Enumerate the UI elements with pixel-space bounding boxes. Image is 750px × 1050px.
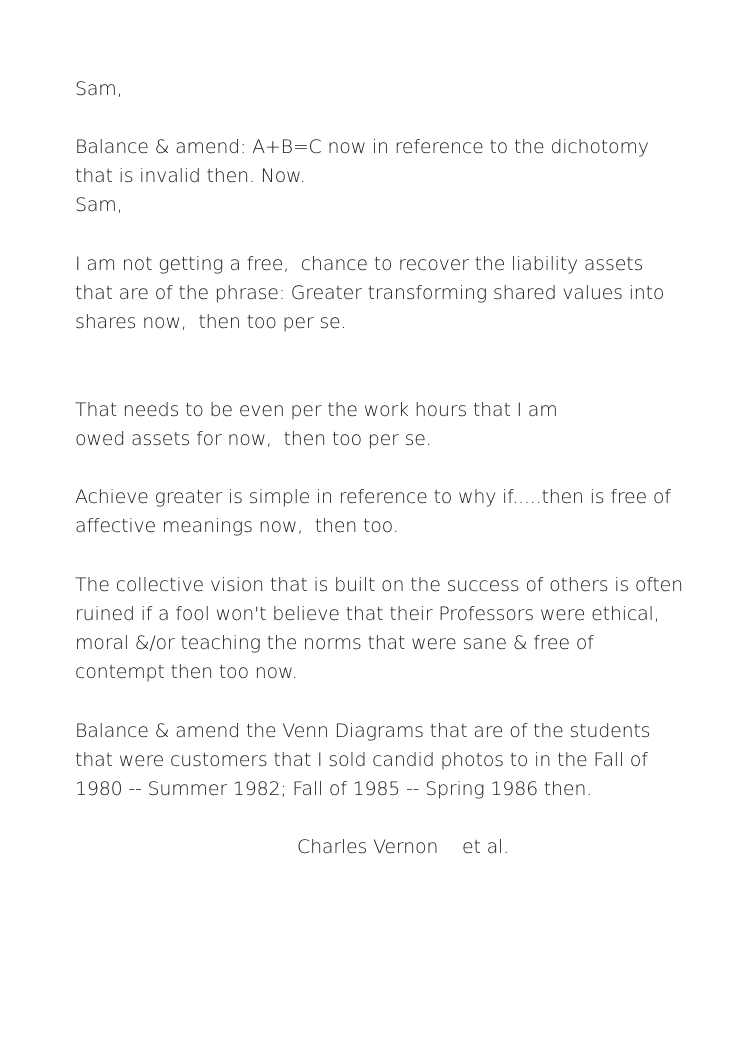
salutation: Sam, — [75, 194, 123, 216]
body-line: owed assets for now, then too per se. — [75, 428, 432, 450]
signature-suffix: et al. — [462, 836, 509, 858]
body-line: shares now, then too per se. — [75, 311, 347, 333]
body-line: Balance & amend the Venn Diagrams that are of the students — [75, 720, 651, 742]
body-line: The collective vision that is built on the success of others is often — [75, 574, 684, 596]
body-line: that is invalid then. Now. — [75, 165, 306, 187]
body-line: contempt then too now. — [75, 661, 298, 683]
body-line: I am not getting a free, chance to recover the liability assets — [75, 253, 644, 275]
body-line: Balance & amend: A+B=C now in reference to the dichotomy — [75, 136, 649, 158]
body-line: 1980 -- Summer 1982; Fall of 1985 -- Spring 1986 then. — [75, 778, 593, 800]
body-line: that are of the phrase: Greater transforming shared values into — [75, 282, 665, 304]
body-line: Achieve greater is simple in reference to why if.....then is free of — [75, 486, 671, 508]
body-line: ruined if a fool won't believe that their Professors were ethical, — [75, 603, 660, 625]
body-line: moral &/or teaching the norms that were sane & free of — [75, 632, 594, 654]
body-line: affective meanings now, then too. — [75, 515, 399, 537]
signature-name: Charles Vernon — [297, 836, 439, 858]
body-line: That needs to be even per the work hours that I am — [75, 399, 558, 421]
body-line: that were customers that I sold candid photos to in the Fall of — [75, 749, 648, 771]
salutation: Sam, — [75, 78, 123, 100]
